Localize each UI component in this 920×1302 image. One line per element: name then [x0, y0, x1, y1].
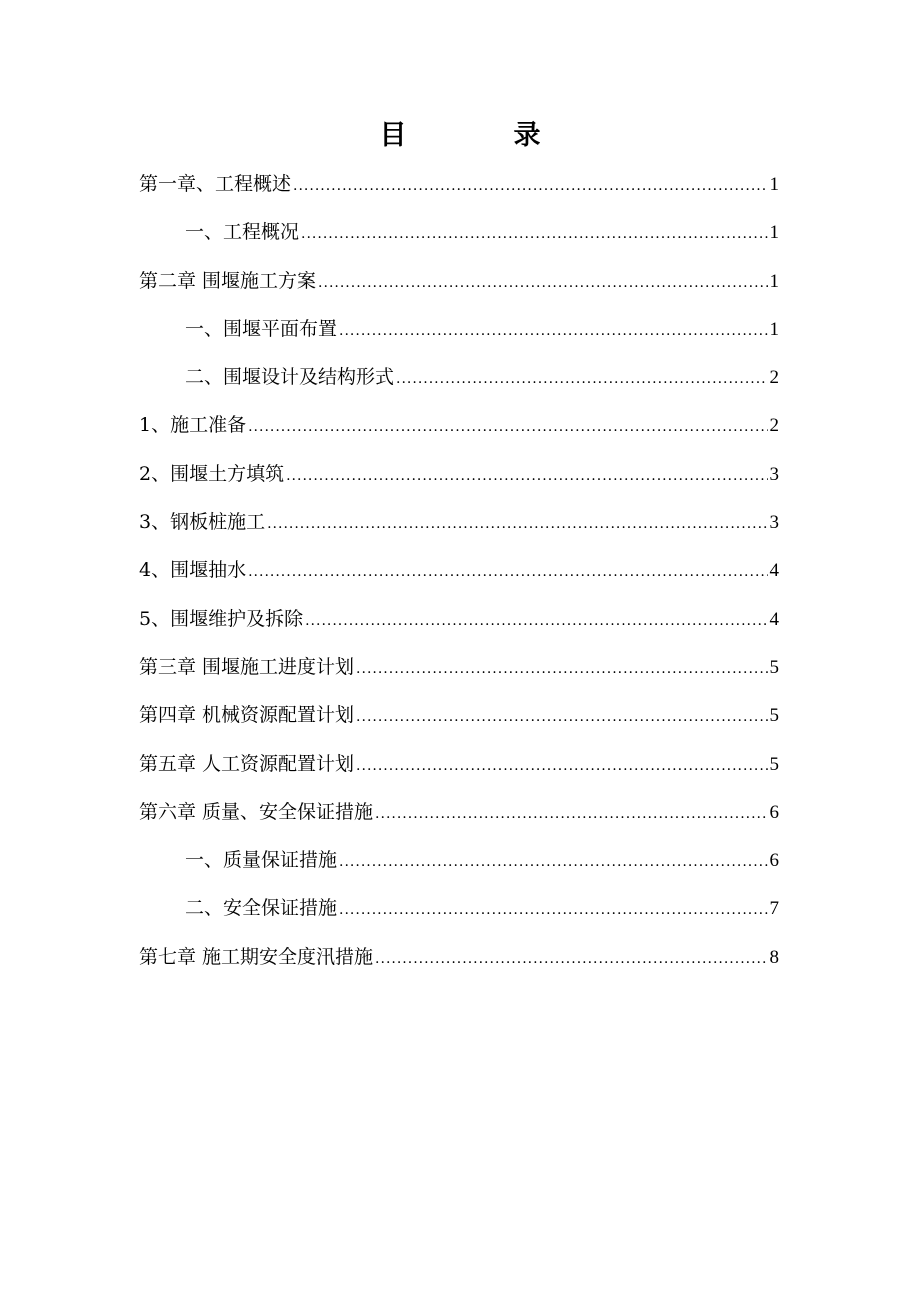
toc-entry-page: 1 — [769, 222, 779, 244]
toc-entry[interactable] — [139, 696, 779, 744]
toc-dot-leader — [286, 457, 767, 495]
toc-entry-label: 二、安全保证措施 — [185, 897, 338, 920]
toc-entry-label: 2、围堰土方填筑 — [139, 462, 285, 485]
toc-dot-leader — [375, 795, 767, 833]
toc-entry-label: 第七章 施工期安全度汛措施 — [139, 945, 374, 968]
toc-dot-leader — [356, 698, 767, 736]
toc-entry[interactable] — [139, 745, 779, 793]
toc-dot-leader — [339, 843, 767, 881]
toc-entry[interactable] — [139, 600, 779, 648]
table-of-contents — [139, 165, 779, 986]
toc-entry-page: 1 — [769, 174, 779, 195]
toc-dot-leader — [318, 264, 767, 302]
toc-entry[interactable] — [139, 841, 779, 889]
toc-entry-page: 5 — [769, 656, 779, 678]
toc-entry-label: 4、围堰抽水 — [139, 559, 247, 582]
toc-dot-leader — [356, 747, 767, 785]
toc-entry-page: 1 — [769, 270, 779, 292]
toc-dot-leader — [248, 408, 767, 446]
toc-title: 目 录 — [379, 120, 581, 151]
toc-entry[interactable] — [139, 358, 779, 406]
toc-dot-leader — [339, 891, 767, 929]
toc-entry-label: 一、质量保证措施 — [185, 849, 338, 872]
toc-entry[interactable] — [139, 455, 779, 503]
toc-entry[interactable] — [139, 938, 779, 986]
toc-entry-page: 7 — [769, 898, 779, 920]
toc-dot-leader — [375, 940, 767, 978]
toc-entry[interactable] — [139, 262, 779, 310]
toc-entry[interactable] — [139, 406, 779, 454]
toc-entry-page: 3 — [769, 463, 779, 485]
toc-entry-page: 6 — [769, 850, 779, 872]
toc-entry-page: 5 — [769, 705, 779, 727]
toc-dot-leader — [305, 602, 767, 640]
toc-dot-leader — [339, 312, 767, 350]
toc-entry[interactable] — [139, 503, 779, 551]
toc-entry-label: 第五章 人工资源配置计划 — [139, 752, 355, 775]
toc-entry[interactable] — [139, 213, 779, 261]
toc-entry-label: 第二章 围堰施工方案 — [139, 269, 317, 292]
toc-entry-label: 第四章 机械资源配置计划 — [139, 704, 355, 727]
toc-entry-page: 1 — [769, 318, 779, 340]
toc-entry-page: 2 — [769, 415, 779, 437]
toc-entry-page: 4 — [769, 560, 779, 582]
toc-dot-leader — [248, 553, 767, 591]
toc-entry-label: 1、施工准备 — [139, 414, 247, 437]
toc-entry[interactable] — [139, 648, 779, 696]
toc-dot-leader — [293, 167, 767, 205]
toc-entry-label: 第一章、工程概述 — [139, 173, 292, 195]
toc-entry[interactable] — [139, 793, 779, 841]
toc-entry-label: 一、工程概况 — [185, 221, 300, 244]
toc-dot-leader — [356, 650, 767, 688]
toc-dot-leader — [396, 360, 767, 398]
toc-entry-page: 3 — [769, 512, 779, 534]
toc-entry[interactable] — [139, 165, 779, 213]
toc-entry[interactable] — [139, 889, 779, 937]
toc-entry-page: 2 — [769, 367, 779, 389]
toc-entry-label: 5、围堰维护及拆除 — [139, 607, 304, 630]
toc-entry-label: 二、围堰设计及结构形式 — [185, 366, 395, 389]
toc-entry-page: 4 — [769, 608, 779, 630]
toc-entry-page: 5 — [769, 753, 779, 775]
toc-entry-label: 第六章 质量、安全保证措施 — [139, 800, 374, 823]
toc-entry-page: 6 — [769, 801, 779, 823]
toc-entry-label: 第三章 围堰施工进度计划 — [139, 655, 355, 678]
toc-dot-leader — [301, 215, 767, 253]
toc-entry-page: 8 — [769, 946, 779, 968]
toc-entry[interactable] — [139, 310, 779, 358]
toc-dot-leader — [267, 505, 767, 543]
toc-entry-label: 3、钢板桩施工 — [139, 511, 266, 534]
toc-entry-label: 一、围堰平面布置 — [185, 317, 338, 340]
toc-entry[interactable] — [139, 551, 779, 599]
